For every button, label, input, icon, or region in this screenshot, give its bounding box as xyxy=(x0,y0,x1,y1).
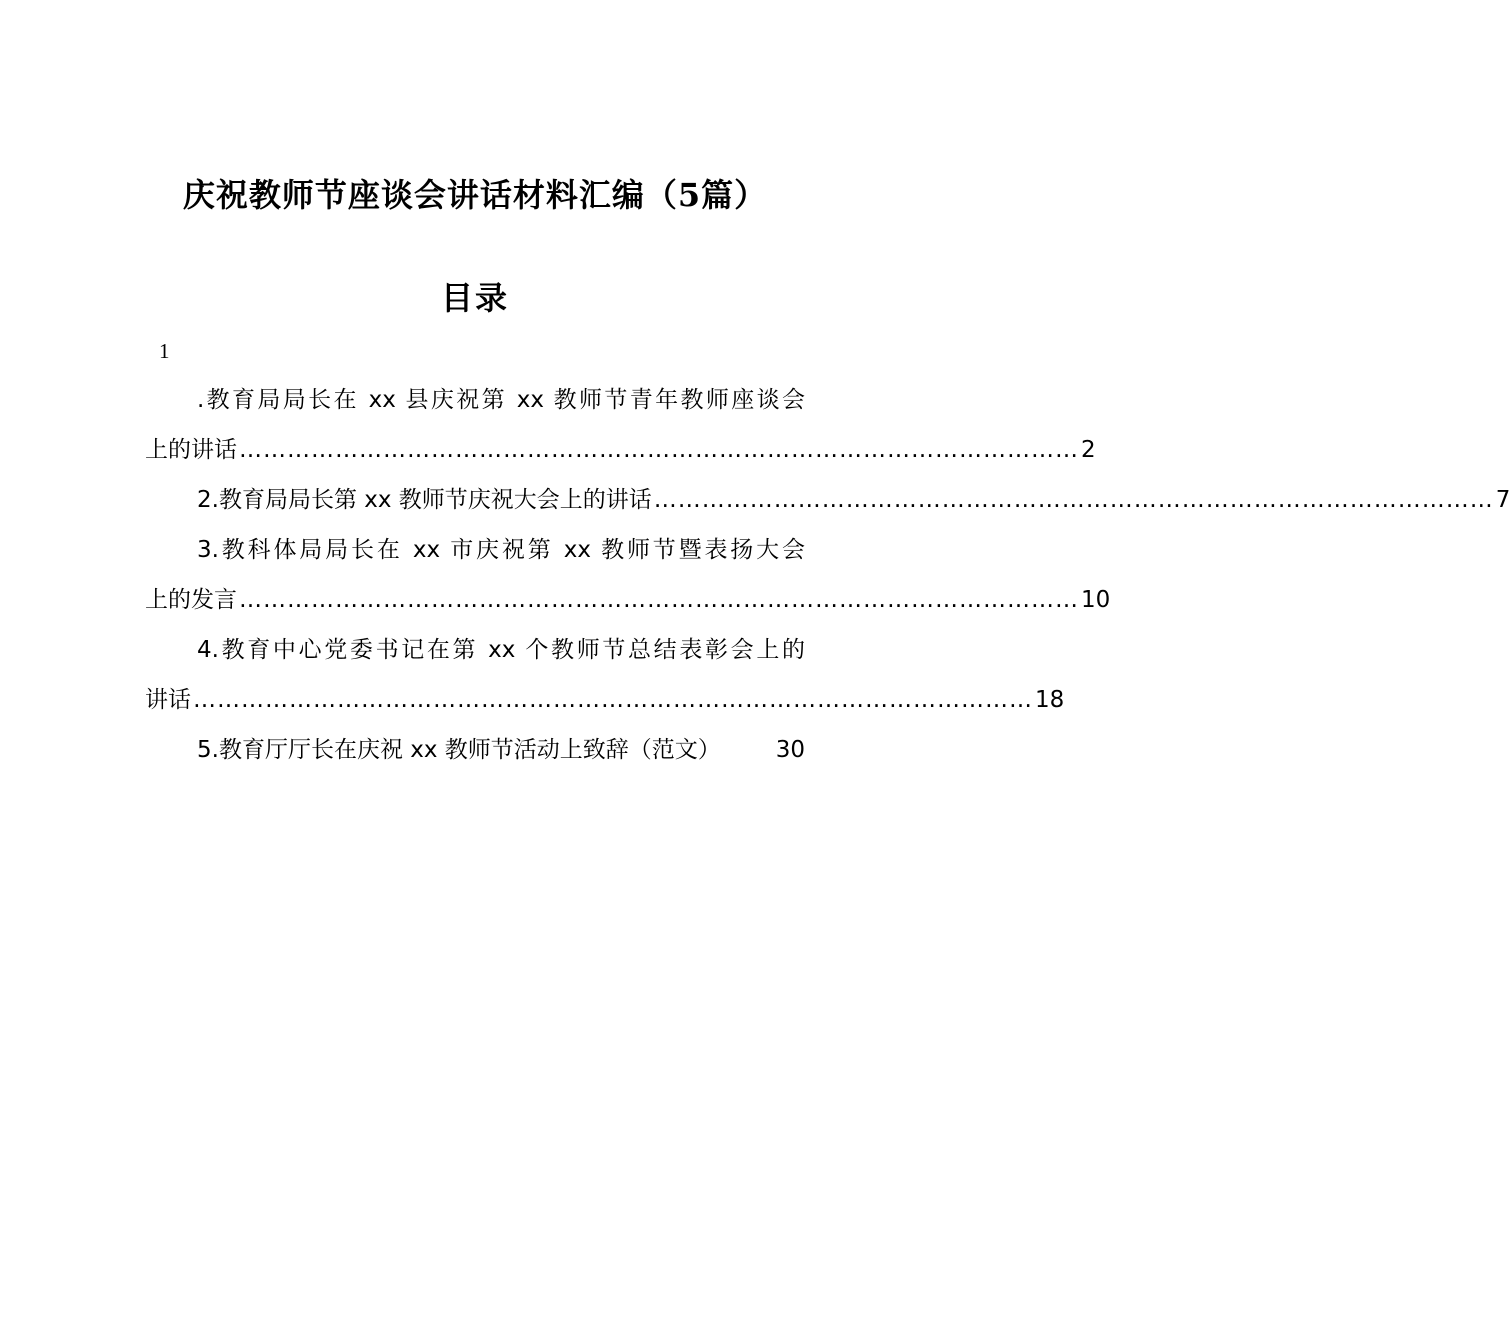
toc-entry-4-line-2[interactable] xyxy=(145,675,1065,725)
toc-entry-5[interactable] xyxy=(145,725,805,775)
toc-entry-1-text: .教育局局长在 xx 县庆祝第 xx 教师节青年教师座谈会 xyxy=(197,387,805,413)
toc-leader-dots: …………………………………………………………………………………………… xyxy=(239,587,1079,613)
document-title: 庆祝教师节座谈会讲话材料汇编（5篇） xyxy=(182,176,768,214)
toc-entry-4-line-1[interactable] xyxy=(145,625,805,675)
toc-leader-dots: …………………………………………………………………………………………… xyxy=(653,487,1494,513)
toc-entry-1-line-1[interactable] xyxy=(145,375,805,425)
toc-entry-3-line-2[interactable] xyxy=(145,575,1111,625)
toc-entry-1-page: 2 xyxy=(1081,437,1096,463)
toc-leader-dots: …………………………………………………………………………………………… xyxy=(239,437,1079,463)
toc-entry-1-line-2[interactable] xyxy=(145,425,1096,475)
toc-entry-2[interactable] xyxy=(145,475,1510,525)
toc-entry-3-text-cont: 上的发言 xyxy=(145,587,237,613)
toc-entry-4-text: 4.教育中心党委书记在第 xx 个教师节总结表彰会上的 xyxy=(197,637,805,663)
toc-entry-5-page: 30 xyxy=(775,737,805,763)
stray-number: 1 xyxy=(159,339,170,363)
toc-entry-4-page: 18 xyxy=(1035,687,1065,713)
toc-entry-3-text: 3.教科体局局长在 xx 市庆祝第 xx 教师节暨表扬大会 xyxy=(197,537,805,563)
toc-entry-3-page: 10 xyxy=(1081,587,1111,613)
toc-leader-dots: …………………………………………………………………………………………… xyxy=(193,687,1033,713)
toc-entry-5-text: 5.教育厅厅长在庆祝 xx 教师节活动上致辞（范文） xyxy=(197,737,721,763)
toc-entry-3-line-1[interactable] xyxy=(145,525,805,575)
toc-entry-1-text-cont: 上的讲话 xyxy=(145,437,237,463)
toc-heading: 目录 xyxy=(440,279,509,317)
toc-entry-2-page: 7 xyxy=(1495,487,1510,513)
toc-entry-2-text: 2.教育局局长第 xx 教师节庆祝大会上的讲话 xyxy=(197,487,652,513)
toc-entry-4-text-cont: 讲话 xyxy=(145,687,191,713)
